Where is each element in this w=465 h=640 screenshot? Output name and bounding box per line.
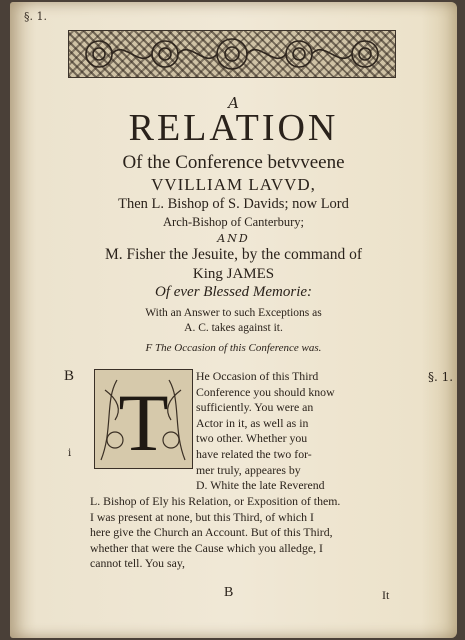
body-line: sufficiently. You were an: [196, 400, 314, 415]
title-laud: VVILLIAM LAVVD,: [151, 175, 316, 194]
title-conference: Of the Conference betvveene: [122, 152, 345, 173]
title-occasion: F The Occasion of this Conference was.: [145, 342, 322, 354]
book-page: [10, 2, 457, 638]
body-line: two other. Whether you: [196, 431, 308, 446]
body-line: mer truly, appeares by: [196, 462, 301, 477]
title-fisher: M. Fisher the Jesuite, by the command of: [105, 246, 362, 263]
body-line: He Occasion of this Third: [196, 369, 319, 383]
body-line: cannot tell. You say,: [90, 556, 185, 571]
body-line: Conference you should know: [196, 384, 335, 399]
title-bishop: Then L. Bishop of S. Davids; now Lord: [118, 196, 349, 212]
decorated-initial: [94, 369, 193, 469]
section-mark-top-left: §. 1.: [24, 10, 47, 23]
body-line: whether that were the Cause which you alledge, I: [90, 540, 323, 555]
margin-note: i: [68, 448, 72, 459]
title-memorie: Of ever Blessed Memorie:: [154, 284, 313, 300]
catchword: It: [382, 588, 390, 602]
title-king: King JAMES: [192, 266, 275, 282]
headpiece-ornament: [68, 30, 396, 78]
body-line: Actor in it, as well as in: [196, 415, 309, 430]
title-relation: RELATION: [128, 107, 339, 149]
title-archbishop: Arch-Bishop of Canterbury;: [163, 215, 304, 229]
body-line: have related the two for-: [196, 447, 312, 461]
title-answer-line-1: With an Answer to such Exceptions as: [145, 307, 322, 319]
dropcap-letter: T: [118, 377, 169, 468]
title-and: AND: [217, 232, 250, 245]
title-answer-line-2: A. C. takes against it.: [184, 322, 283, 334]
title-article: A: [228, 94, 239, 112]
body-line: I was present at none, but this Third, of which I: [90, 509, 314, 524]
signature-mark: B: [224, 585, 234, 600]
margin-section-mark: §. 1.: [428, 370, 454, 384]
body-line: here give the Church an Account. But of this Third,: [90, 525, 333, 540]
body-line: L. Bishop of Ely his Relation, or Exposition of them.: [90, 494, 341, 508]
margin-letter-b: B: [64, 368, 75, 384]
body-line: D. White the late Reverend: [196, 478, 325, 493]
